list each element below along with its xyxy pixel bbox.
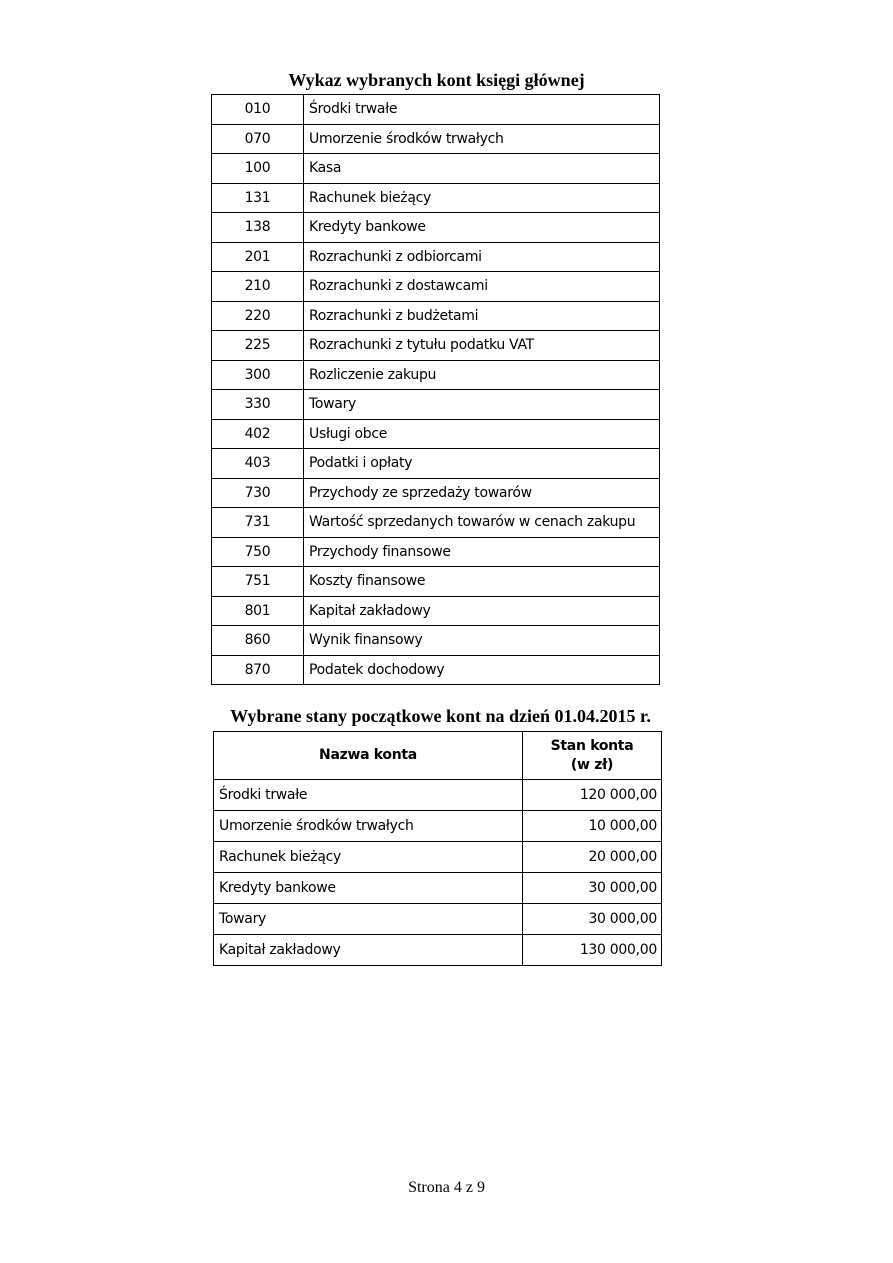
table-row — [212, 272, 660, 302]
header-balance-line1: Stan konta — [550, 737, 634, 754]
table-row — [212, 626, 660, 656]
account-name: Kredyty bankowe — [304, 213, 660, 243]
account-code: 751 — [212, 567, 304, 597]
account-code: 138 — [212, 213, 304, 243]
account-name: Koszty finansowe — [304, 567, 660, 597]
balances-table-title: Wybrane stany początkowe kont na dzień 01.04.2015 r. — [230, 706, 651, 726]
table-row — [214, 842, 662, 873]
table-row — [214, 935, 662, 966]
account-name: Rozliczenie zakupu — [304, 360, 660, 390]
account-name: Wartość sprzedanych towarów w cenach zakupu — [304, 508, 660, 538]
account-code: 330 — [212, 390, 304, 420]
table-row — [212, 390, 660, 420]
account-name: Środki trwałe — [304, 95, 660, 125]
account-code: 225 — [212, 331, 304, 361]
balance-value: 30 000,00 — [523, 904, 662, 935]
balance-account-name: Kredyty bankowe — [214, 873, 523, 904]
table-row — [212, 183, 660, 213]
account-name: Kasa — [304, 154, 660, 184]
account-name: Podatki i opłaty — [304, 449, 660, 479]
header-balance-line2: (w zł) — [570, 756, 614, 773]
table-row — [212, 331, 660, 361]
account-code: 730 — [212, 478, 304, 508]
account-code: 131 — [212, 183, 304, 213]
account-code: 210 — [212, 272, 304, 302]
account-code: 220 — [212, 301, 304, 331]
account-name: Towary — [304, 390, 660, 420]
table-row — [212, 301, 660, 331]
account-name: Rozrachunki z odbiorcami — [304, 242, 660, 272]
table-row — [212, 360, 660, 390]
table-row — [212, 154, 660, 184]
account-code: 870 — [212, 655, 304, 685]
table-row — [214, 780, 662, 811]
balance-account-name: Rachunek bieżący — [214, 842, 523, 873]
table-row — [212, 567, 660, 597]
header-account-name: Nazwa konta — [214, 732, 523, 780]
balance-value: 120 000,00 — [523, 780, 662, 811]
account-name: Kapitał zakładowy — [304, 596, 660, 626]
balance-account-name: Towary — [214, 904, 523, 935]
account-code: 201 — [212, 242, 304, 272]
account-name: Przychody finansowe — [304, 537, 660, 567]
balances-table — [213, 731, 662, 966]
balance-account-name: Kapitał zakładowy — [214, 935, 523, 966]
balance-value: 30 000,00 — [523, 873, 662, 904]
account-code: 402 — [212, 419, 304, 449]
table-row — [214, 904, 662, 935]
account-code: 100 — [212, 154, 304, 184]
account-name: Usługi obce — [304, 419, 660, 449]
table-row — [212, 95, 660, 125]
accounts-table — [211, 94, 660, 685]
account-name: Umorzenie środków trwałych — [304, 124, 660, 154]
account-name: Wynik finansowy — [304, 626, 660, 656]
account-name: Rozrachunki z tytułu podatku VAT — [304, 331, 660, 361]
balance-account-name: Środki trwałe — [214, 780, 523, 811]
account-code: 860 — [212, 626, 304, 656]
table-header-row — [214, 732, 662, 780]
table-row — [212, 419, 660, 449]
table-row — [214, 811, 662, 842]
table-row — [212, 242, 660, 272]
account-code: 010 — [212, 95, 304, 125]
table-row — [212, 478, 660, 508]
balance-account-name: Umorzenie środków trwałych — [214, 811, 523, 842]
account-code: 403 — [212, 449, 304, 479]
account-name: Rachunek bieżący — [304, 183, 660, 213]
table-row — [212, 213, 660, 243]
account-name: Rozrachunki z budżetami — [304, 301, 660, 331]
balance-value: 130 000,00 — [523, 935, 662, 966]
table-row — [212, 449, 660, 479]
table-row — [212, 537, 660, 567]
account-name: Podatek dochodowy — [304, 655, 660, 685]
account-code: 731 — [212, 508, 304, 538]
account-code: 300 — [212, 360, 304, 390]
table-row — [212, 655, 660, 685]
table-row — [214, 873, 662, 904]
account-code: 070 — [212, 124, 304, 154]
account-code: 801 — [212, 596, 304, 626]
balance-value: 10 000,00 — [523, 811, 662, 842]
header-account-balance — [523, 732, 662, 780]
account-code: 750 — [212, 537, 304, 567]
accounts-table-title: Wykaz wybranych kont księgi głównej — [288, 70, 585, 90]
account-name: Przychody ze sprzedaży towarów — [304, 478, 660, 508]
balance-value: 20 000,00 — [523, 842, 662, 873]
table-row — [212, 124, 660, 154]
table-row — [212, 508, 660, 538]
table-row — [212, 596, 660, 626]
page-number: Strona 4 z 9 — [408, 1179, 485, 1196]
account-name: Rozrachunki z dostawcami — [304, 272, 660, 302]
